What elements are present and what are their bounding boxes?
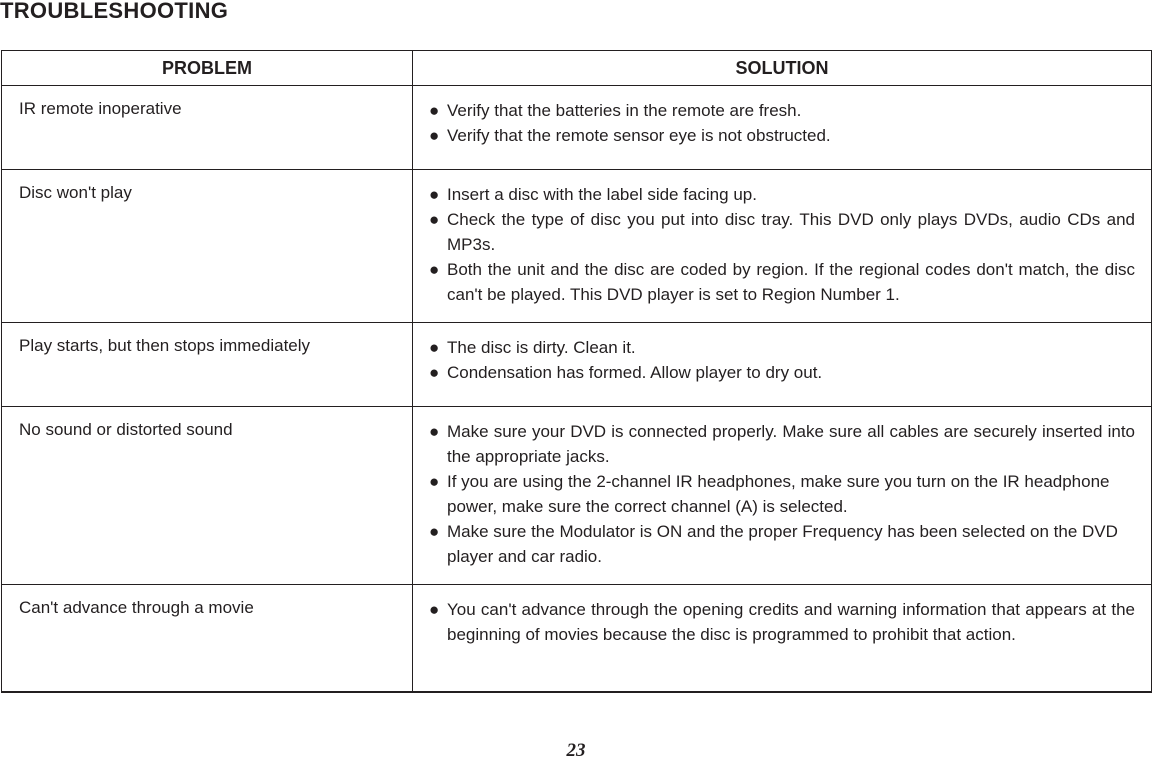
solution-text: Make sure the Modulator is ON and the proper Frequency has been selected on the DVD player and car radio. <box>447 522 1118 566</box>
solution-item <box>429 207 1135 257</box>
solution-cell <box>413 86 1152 170</box>
solution-item <box>429 98 1135 123</box>
solution-item <box>429 597 1135 647</box>
bullet-dot-icon: ● <box>429 260 440 279</box>
solution-item <box>429 469 1135 519</box>
solution-item <box>429 257 1135 307</box>
problem-cell: Disc won't play <box>2 170 413 323</box>
solution-item <box>429 419 1135 469</box>
bullet-dot-icon: ● <box>429 210 440 229</box>
solution-text: Condensation has formed. Allow player to dry out. <box>447 363 823 382</box>
page-title: TROUBLESHOOTING <box>0 0 229 23</box>
solution-cell <box>413 323 1152 407</box>
bullet-dot-icon: ● <box>429 126 440 145</box>
solution-cell <box>413 407 1152 585</box>
solution-column-header: SOLUTION <box>413 51 1152 86</box>
bullet-dot-icon: ● <box>429 422 440 441</box>
problem-cell: IR remote inoperative <box>2 86 413 170</box>
solution-text: Make sure your DVD is connected properly. Make sure all cables are securely inserted into the appropriate jacks. <box>447 422 1135 466</box>
solution-text: Verify that the batteries in the remote are fresh. <box>447 101 802 120</box>
bullet-dot-icon: ● <box>429 472 440 491</box>
solution-item <box>429 123 1135 148</box>
solution-item <box>429 519 1135 569</box>
solution-text: Both the unit and the disc are coded by region. If the regional codes don't match, the disc can't be played. This DVD player is set to Region Number 1. <box>447 260 1135 304</box>
bullet-dot-icon: ● <box>429 363 440 382</box>
solution-item <box>429 360 1135 385</box>
problem-cell: No sound or distorted sound <box>2 407 413 585</box>
troubleshooting-table <box>1 50 1152 693</box>
page-number: 23 <box>566 740 586 761</box>
solution-list <box>429 335 1135 385</box>
solution-item <box>429 335 1135 360</box>
solution-list <box>429 419 1135 569</box>
problem-column-header: PROBLEM <box>2 51 413 86</box>
bullet-dot-icon: ● <box>429 522 440 541</box>
table-row <box>2 323 1152 407</box>
bullet-dot-icon: ● <box>429 101 440 120</box>
table-row <box>2 585 1152 693</box>
solution-text: Check the type of disc you put into disc tray. This DVD only plays DVDs, audio CDs and MP3s. <box>447 210 1135 254</box>
bullet-dot-icon: ● <box>429 185 440 204</box>
solution-cell <box>413 585 1152 693</box>
bullet-dot-icon: ● <box>429 338 440 357</box>
solution-text: Insert a disc with the label side facing up. <box>447 185 757 204</box>
table-row <box>2 407 1152 585</box>
problem-cell: Play starts, but then stops immediately <box>2 323 413 407</box>
solution-list <box>429 597 1135 647</box>
solution-item <box>429 182 1135 207</box>
table-row <box>2 170 1152 323</box>
solution-list <box>429 98 1135 148</box>
solution-list <box>429 182 1135 307</box>
solution-cell <box>413 170 1152 323</box>
solution-text: Verify that the remote sensor eye is not obstructed. <box>447 126 831 145</box>
table-row <box>2 86 1152 170</box>
solution-text: The disc is dirty. Clean it. <box>447 338 636 357</box>
solution-text: If you are using the 2-channel IR headphones, make sure you turn on the IR headphone power, make sure the correct channel (A) is selected. <box>447 472 1110 516</box>
problem-cell: Can't advance through a movie <box>2 585 413 693</box>
solution-text: You can't advance through the opening credits and warning information that appears at the beginning of movies because the disc is programmed to prohibit that action. <box>447 600 1135 644</box>
table-header-row <box>2 51 1152 86</box>
bullet-dot-icon: ● <box>429 600 440 619</box>
